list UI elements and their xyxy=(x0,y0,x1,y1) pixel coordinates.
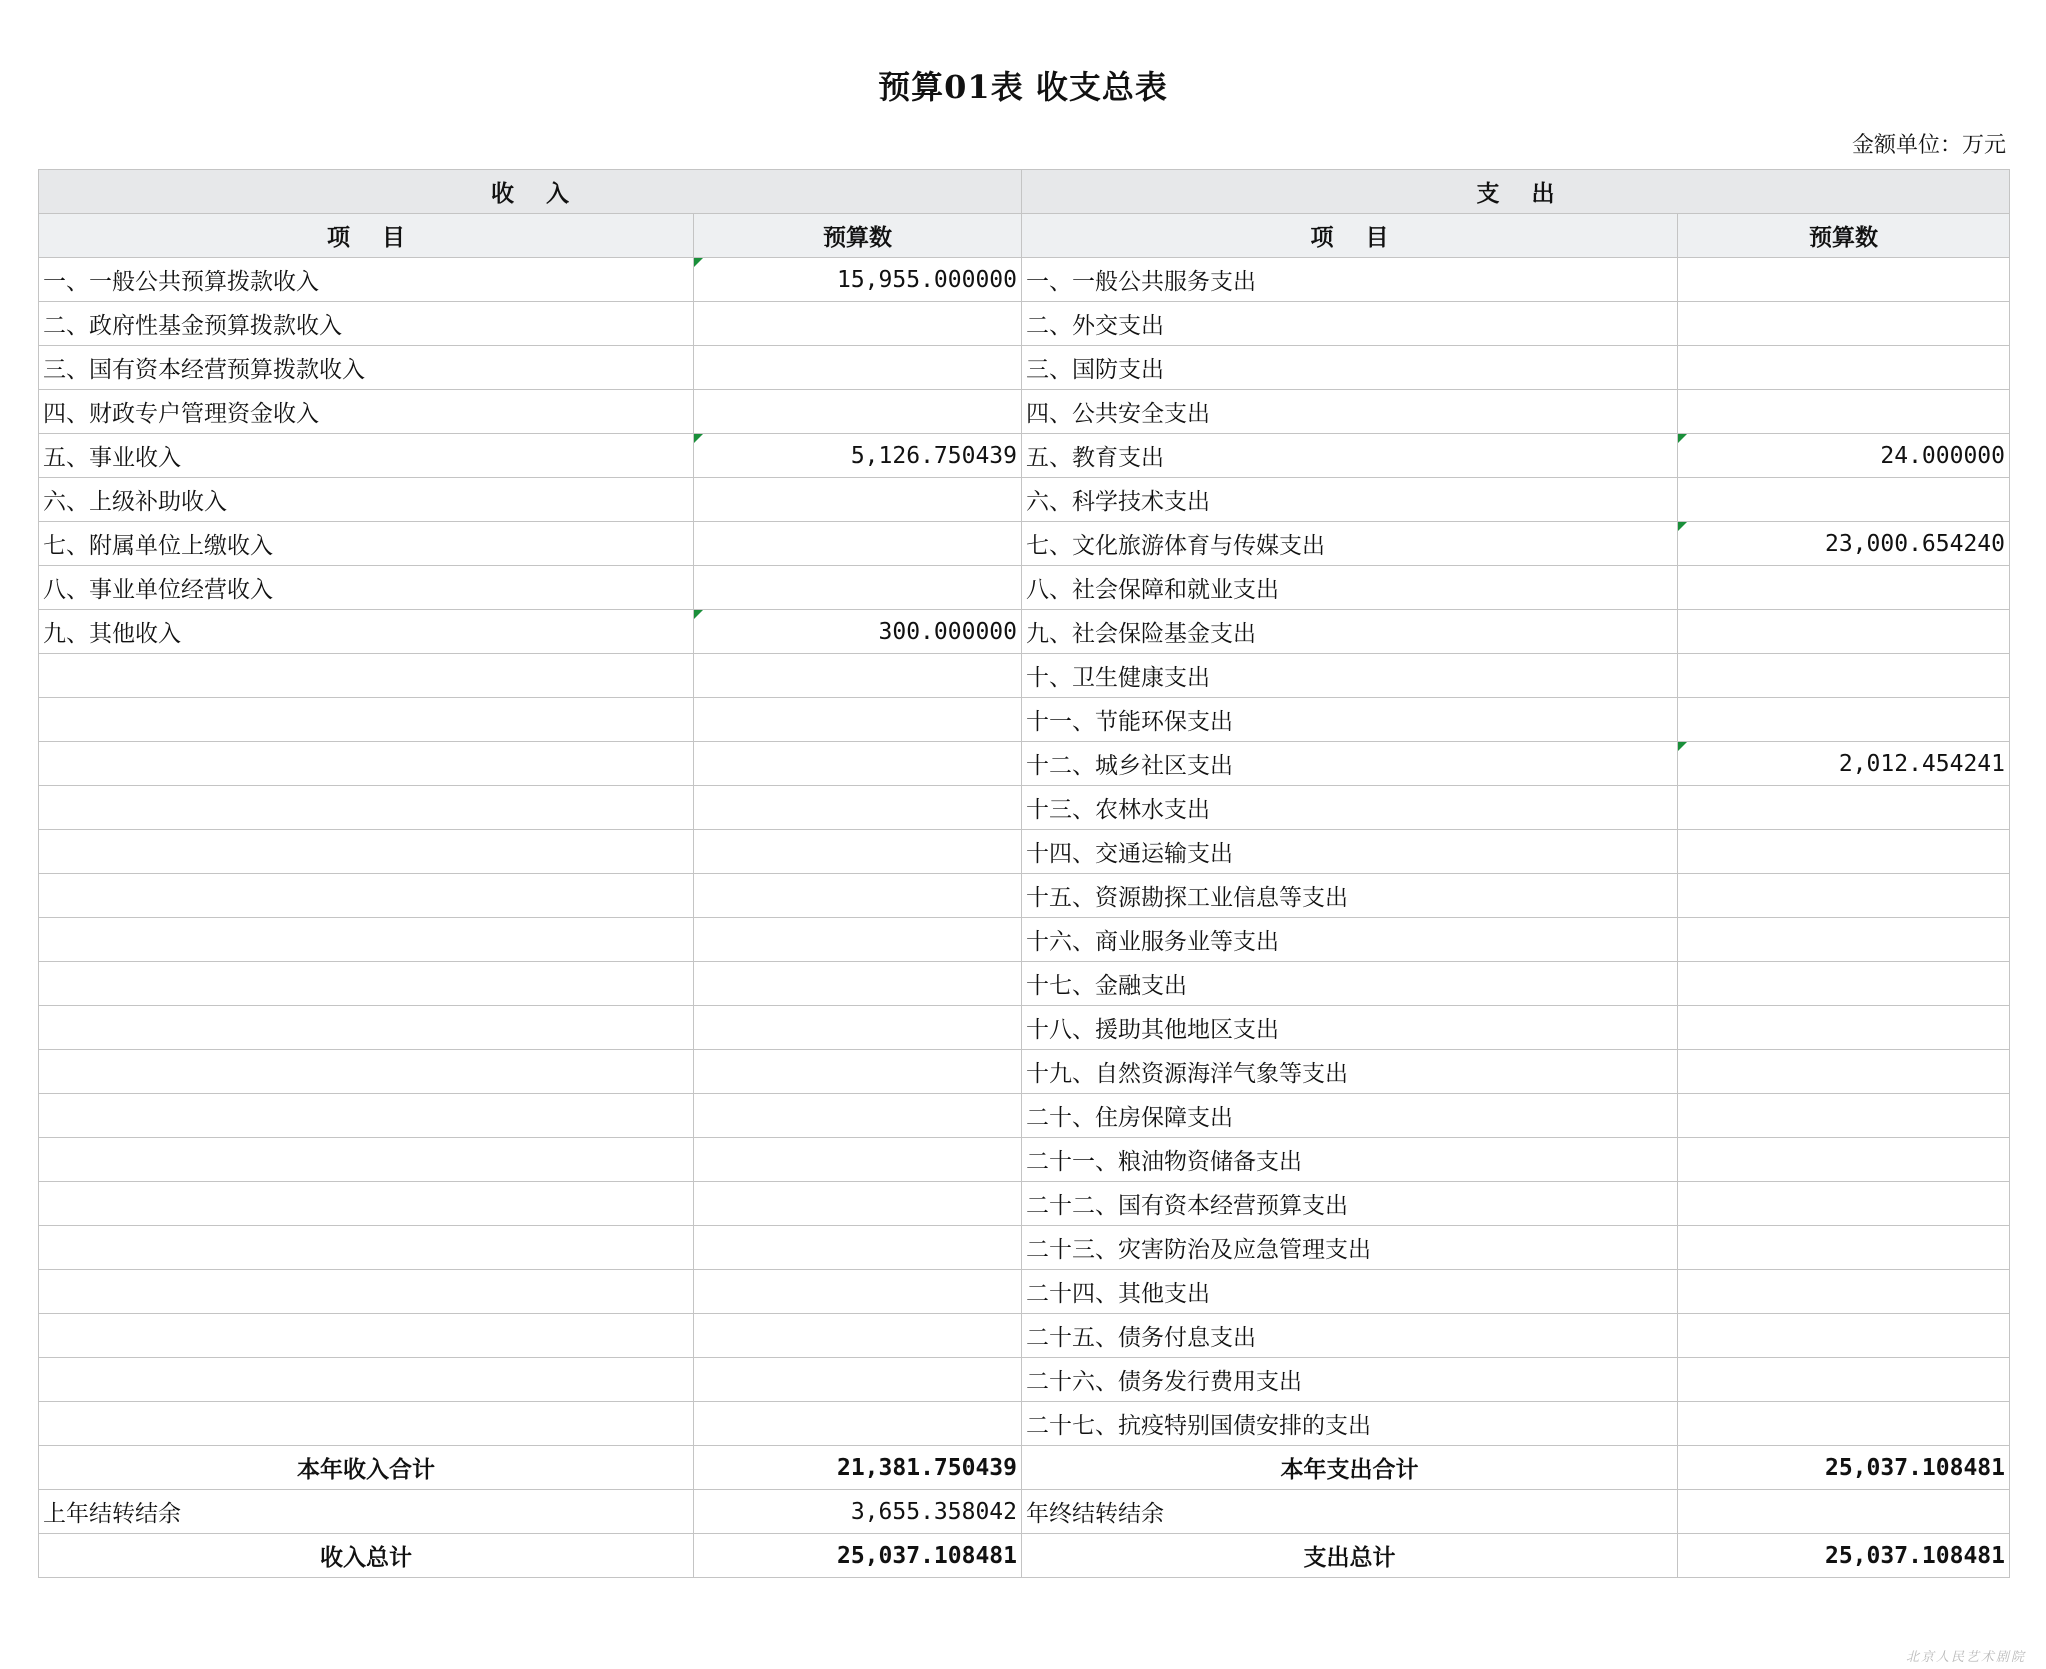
expense-item-cell: 十八、援助其他地区支出 xyxy=(1022,1006,1678,1050)
table-row xyxy=(39,566,2010,610)
income-item-cell: 八、事业单位经营收入 xyxy=(39,566,694,610)
expense-item-column-header: 项 目 xyxy=(1022,214,1678,258)
expense-item-cell: 十三、农林水支出 xyxy=(1022,786,1678,830)
expense-item-cell: 四、公共安全支出 xyxy=(1022,390,1678,434)
expense-value-cell xyxy=(1678,1358,2010,1402)
income-value-cell xyxy=(694,786,1022,830)
expense-item-cell: 二十五、债务付息支出 xyxy=(1022,1314,1678,1358)
income-grand-total-label: 收入总计 xyxy=(39,1534,694,1578)
income-item-cell: 二、政府性基金预算拨款收入 xyxy=(39,302,694,346)
year-total-row xyxy=(39,1446,2010,1490)
table-row xyxy=(39,1050,2010,1094)
income-item-cell xyxy=(39,742,694,786)
expense-section-header: 支 出 xyxy=(1022,170,2010,214)
table-row xyxy=(39,478,2010,522)
income-item-cell xyxy=(39,962,694,1006)
expense-value-cell xyxy=(1678,1270,2010,1314)
income-item-cell xyxy=(39,830,694,874)
table-row xyxy=(39,434,2010,478)
income-value-cell xyxy=(694,698,1022,742)
expense-value-cell xyxy=(1678,390,2010,434)
income-section-header: 收 入 xyxy=(39,170,1022,214)
income-value-cell xyxy=(694,522,1022,566)
income-item-cell: 四、财政专户管理资金收入 xyxy=(39,390,694,434)
year-end-carryover-value xyxy=(1678,1490,2010,1534)
table-row xyxy=(39,1358,2010,1402)
watermark-signature: 北京人民艺术剧院 xyxy=(1905,1650,2026,1665)
table-row xyxy=(39,1138,2010,1182)
income-item-cell xyxy=(39,1402,694,1446)
expense-value-cell xyxy=(1678,918,2010,962)
expense-item-cell: 五、教育支出 xyxy=(1022,434,1678,478)
income-value-cell xyxy=(694,1226,1022,1270)
table-row xyxy=(39,1226,2010,1270)
column-header-row xyxy=(39,214,2010,258)
expense-item-cell: 十五、资源勘探工业信息等支出 xyxy=(1022,874,1678,918)
expense-item-cell: 十七、金融支出 xyxy=(1022,962,1678,1006)
year-income-total-label: 本年收入合计 xyxy=(39,1446,694,1490)
expense-value-cell xyxy=(1678,1006,2010,1050)
expense-item-cell: 二十七、抗疫特别国债安排的支出 xyxy=(1022,1402,1678,1446)
income-value-cell xyxy=(694,478,1022,522)
expense-value-cell xyxy=(1678,610,2010,654)
income-value-cell xyxy=(694,742,1022,786)
expense-value-cell xyxy=(1678,1314,2010,1358)
table-row xyxy=(39,1094,2010,1138)
expense-item-cell: 一、一般公共服务支出 xyxy=(1022,258,1678,302)
expense-value-cell xyxy=(1678,1050,2010,1094)
expense-item-cell: 十、卫生健康支出 xyxy=(1022,654,1678,698)
table-row xyxy=(39,742,2010,786)
carryover-row xyxy=(39,1490,2010,1534)
income-item-cell xyxy=(39,918,694,962)
expense-item-cell: 二十一、粮油物资储备支出 xyxy=(1022,1138,1678,1182)
expense-item-cell: 二、外交支出 xyxy=(1022,302,1678,346)
expense-value-cell xyxy=(1678,698,2010,742)
expense-value-cell xyxy=(1678,302,2010,346)
income-value-cell: 300.000000 xyxy=(694,610,1022,654)
income-value-cell: 5,126.750439 xyxy=(694,434,1022,478)
year-end-carryover-label: 年终结转结余 xyxy=(1022,1490,1678,1534)
expense-item-cell: 十一、节能环保支出 xyxy=(1022,698,1678,742)
income-value-cell xyxy=(694,302,1022,346)
income-grand-total-value: 25,037.108481 xyxy=(694,1534,1022,1578)
table-row xyxy=(39,830,2010,874)
expense-grand-total-value: 25,037.108481 xyxy=(1678,1534,2010,1578)
expense-value-cell: 23,000.654240 xyxy=(1678,522,2010,566)
income-item-cell: 九、其他收入 xyxy=(39,610,694,654)
expense-value-cell xyxy=(1678,346,2010,390)
expense-item-cell: 二十二、国有资本经营预算支出 xyxy=(1022,1182,1678,1226)
expense-item-cell: 十四、交通运输支出 xyxy=(1022,830,1678,874)
expense-value-cell xyxy=(1678,1138,2010,1182)
income-item-cell xyxy=(39,874,694,918)
table-row xyxy=(39,874,2010,918)
income-item-column-header: 项 目 xyxy=(39,214,694,258)
income-value-cell: 15,955.000000 xyxy=(694,258,1022,302)
table-row xyxy=(39,346,2010,390)
table-row xyxy=(39,1270,2010,1314)
table-row xyxy=(39,1402,2010,1446)
expense-value-cell xyxy=(1678,1094,2010,1138)
income-item-cell xyxy=(39,1006,694,1050)
expense-item-cell: 十九、自然资源海洋气象等支出 xyxy=(1022,1050,1678,1094)
table-row xyxy=(39,654,2010,698)
prior-year-carryover-value: 3,655.358042 xyxy=(694,1490,1022,1534)
income-value-cell xyxy=(694,962,1022,1006)
table-row xyxy=(39,610,2010,654)
income-value-cell xyxy=(694,1358,1022,1402)
expense-value-cell xyxy=(1678,478,2010,522)
table-row xyxy=(39,698,2010,742)
table-row xyxy=(39,962,2010,1006)
income-value-cell xyxy=(694,346,1022,390)
income-item-cell xyxy=(39,1270,694,1314)
table-row xyxy=(39,1314,2010,1358)
income-value-cell xyxy=(694,1270,1022,1314)
expense-value-cell: 2,012.454241 xyxy=(1678,742,2010,786)
income-item-cell: 七、附属单位上缴收入 xyxy=(39,522,694,566)
prior-year-carryover-label: 上年结转结余 xyxy=(39,1490,694,1534)
page-title: 预算01表 收支总表 xyxy=(878,68,1168,106)
table-row xyxy=(39,390,2010,434)
income-value-cell xyxy=(694,566,1022,610)
expense-value-cell xyxy=(1678,830,2010,874)
grand-total-row xyxy=(39,1534,2010,1578)
expense-value-cell xyxy=(1678,1402,2010,1446)
year-income-total-value: 21,381.750439 xyxy=(694,1446,1022,1490)
income-value-cell xyxy=(694,918,1022,962)
income-budget-column-header: 预算数 xyxy=(694,214,1022,258)
income-item-cell: 六、上级补助收入 xyxy=(39,478,694,522)
income-item-cell xyxy=(39,1138,694,1182)
expense-item-cell: 二十四、其他支出 xyxy=(1022,1270,1678,1314)
income-item-cell: 三、国有资本经营预算拨款收入 xyxy=(39,346,694,390)
income-value-cell xyxy=(694,1006,1022,1050)
expense-value-cell xyxy=(1678,566,2010,610)
income-item-cell xyxy=(39,1226,694,1270)
income-item-cell xyxy=(39,1094,694,1138)
income-item-cell xyxy=(39,1314,694,1358)
expense-value-cell xyxy=(1678,874,2010,918)
income-value-cell xyxy=(694,390,1022,434)
expense-item-cell: 八、社会保障和就业支出 xyxy=(1022,566,1678,610)
section-header-row xyxy=(39,170,2010,214)
income-value-cell xyxy=(694,1138,1022,1182)
table-row xyxy=(39,918,2010,962)
expense-item-cell: 十六、商业服务业等支出 xyxy=(1022,918,1678,962)
income-value-cell xyxy=(694,1094,1022,1138)
expense-item-cell: 二十三、灾害防治及应急管理支出 xyxy=(1022,1226,1678,1270)
amount-unit-label: 金额单位：万元 xyxy=(1851,133,2006,158)
expense-item-cell: 九、社会保险基金支出 xyxy=(1022,610,1678,654)
expense-value-cell xyxy=(1678,258,2010,302)
income-item-cell: 五、事业收入 xyxy=(39,434,694,478)
income-value-cell xyxy=(694,1050,1022,1094)
expense-value-cell xyxy=(1678,786,2010,830)
table-row xyxy=(39,786,2010,830)
income-value-cell xyxy=(694,830,1022,874)
expense-item-cell: 十二、城乡社区支出 xyxy=(1022,742,1678,786)
expense-value-cell: 24.000000 xyxy=(1678,434,2010,478)
income-item-cell xyxy=(39,698,694,742)
income-item-cell xyxy=(39,1358,694,1402)
expense-item-cell: 六、科学技术支出 xyxy=(1022,478,1678,522)
income-item-cell xyxy=(39,1050,694,1094)
budget-summary-table xyxy=(38,169,2010,1578)
expense-value-cell xyxy=(1678,1182,2010,1226)
expense-item-cell: 七、文化旅游体育与传媒支出 xyxy=(1022,522,1678,566)
expense-budget-column-header: 预算数 xyxy=(1678,214,2010,258)
expense-value-cell xyxy=(1678,654,2010,698)
income-value-cell xyxy=(694,1314,1022,1358)
income-value-cell xyxy=(694,1182,1022,1226)
expense-item-cell: 二十六、债务发行费用支出 xyxy=(1022,1358,1678,1402)
table-row xyxy=(39,522,2010,566)
income-item-cell: 一、一般公共预算拨款收入 xyxy=(39,258,694,302)
table-row xyxy=(39,302,2010,346)
income-value-cell xyxy=(694,1402,1022,1446)
table-row xyxy=(39,1006,2010,1050)
income-item-cell xyxy=(39,786,694,830)
year-expense-total-value: 25,037.108481 xyxy=(1678,1446,2010,1490)
income-item-cell xyxy=(39,654,694,698)
table-row xyxy=(39,1182,2010,1226)
income-item-cell xyxy=(39,1182,694,1226)
expense-grand-total-label: 支出总计 xyxy=(1022,1534,1678,1578)
table-row xyxy=(39,258,2010,302)
expense-item-cell: 二十、住房保障支出 xyxy=(1022,1094,1678,1138)
income-value-cell xyxy=(694,654,1022,698)
expense-item-cell: 三、国防支出 xyxy=(1022,346,1678,390)
expense-value-cell xyxy=(1678,1226,2010,1270)
expense-value-cell xyxy=(1678,962,2010,1006)
year-expense-total-label: 本年支出合计 xyxy=(1022,1446,1678,1490)
income-value-cell xyxy=(694,874,1022,918)
